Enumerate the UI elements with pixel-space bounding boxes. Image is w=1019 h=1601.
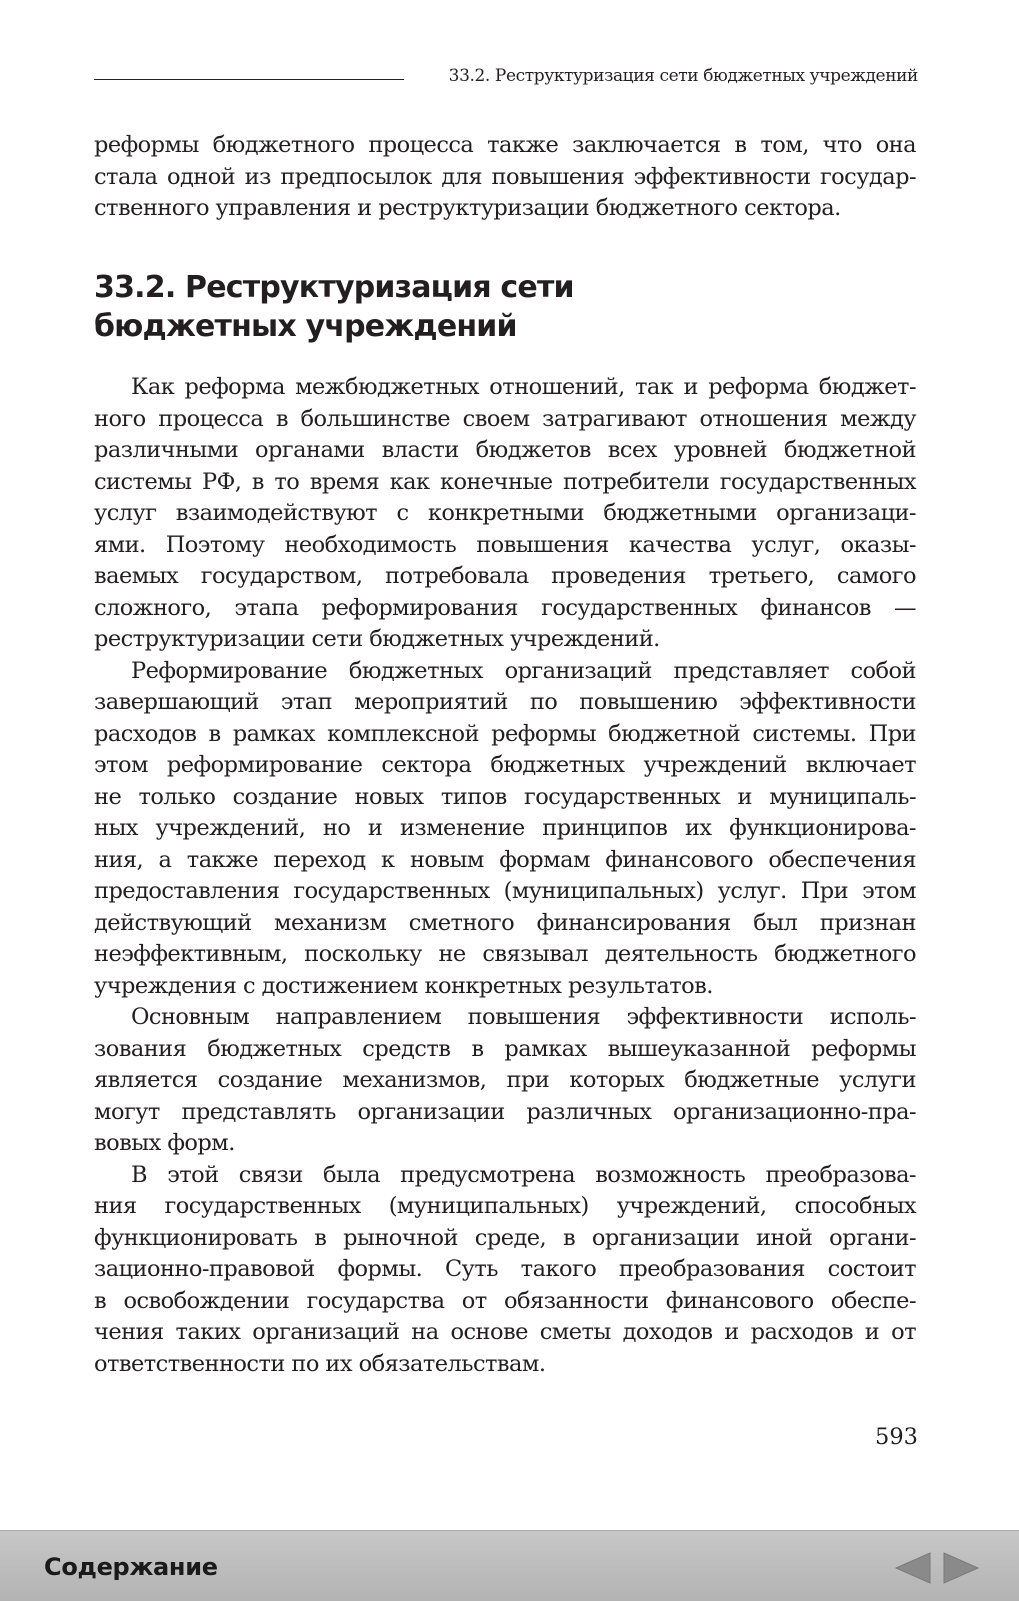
running-head-rule [94, 79, 404, 80]
text-line: стала одной из предпосылок для повышения эффективности государ- [94, 163, 916, 190]
text-line: функционировать в рыночной среде, в организации иной органи- [94, 1224, 916, 1251]
text-line: системы РФ, в то время как конечные потребители государственных [94, 468, 916, 495]
text-line: вовых форм. [94, 1130, 235, 1156]
text-line: Основным направлением повышения эффективности исполь- [131, 1004, 916, 1030]
text-line: завершающий этап мероприятий по повышению эффективности [94, 689, 916, 715]
text-line: учреждения с достижением конкретных результатов. [94, 972, 713, 999]
text-line: ями. Поэтому необходимость повышения качества услуг, оказы- [94, 531, 916, 558]
intro-paragraph [94, 130, 916, 225]
text-line: в освобождении государства от обязанности финансового обеспе- [94, 1287, 916, 1314]
text-line: могут представлять организации различных организационно-пра- [94, 1098, 916, 1125]
section-body [94, 372, 916, 1380]
running-head [94, 62, 918, 86]
section-heading-line: бюджетных учреждений [94, 309, 517, 344]
text-line: зационно-правовой формы. Суть такого преобразования состоит [94, 1256, 916, 1282]
text-line: Реформирование бюджетных организаций представляет собой [131, 657, 916, 684]
text-line: является создание механизмов, при которых бюджетные услуги [94, 1067, 916, 1093]
text-line: реформы бюджетного процесса также заключается в том, что она [94, 132, 916, 158]
text-line: ных учреждений, но и изменение принципов их функционирова- [94, 815, 916, 841]
paragraph-2 [94, 656, 916, 1003]
text-line: зования бюджетных средств в рамках вышеуказанной реформы [94, 1035, 916, 1062]
text-line: различными органами власти бюджетов всех уровней бюджетной [94, 437, 916, 463]
text-line: ственного управления и реструктуризации бюджетного сектора. [94, 195, 841, 221]
section-heading [94, 268, 574, 346]
text-line: ния государственных (муниципальных) учреждений, способных [94, 1193, 916, 1219]
text-line: ваемых государством, потребовала проведения третьего, самого [94, 563, 916, 589]
text-line: реструктуризации сети бюджетных учреждений. [94, 626, 660, 652]
section-heading-line: 33.2. Реструктуризация сети [94, 270, 574, 305]
table-of-contents-link[interactable]: Содержание [44, 1553, 218, 1581]
text-line: чения таких организаций на основе сметы доходов и расходов и от [94, 1319, 916, 1345]
text-line: В этой связи была предусмотрена возможность преобразова- [131, 1161, 916, 1188]
text-line: сложного, этапа реформирования государственных финансов — [94, 594, 916, 621]
text-line: ния, а также переход к новым формам финансового обеспечения [94, 846, 916, 873]
text-line: Как реформа межбюджетных отношений, так и реформа бюджет- [131, 374, 916, 400]
page-number: 593 [875, 1424, 918, 1450]
text-line: не только создание новых типов государственных и муниципаль- [94, 783, 916, 810]
text-line: этом реформирование сектора бюджетных учреждений включает [94, 752, 916, 778]
text-line: неэффективным, поскольку не связывал деятельность бюджетного [94, 941, 916, 967]
text-line: предоставления государственных (муниципальных) услуг. При этом [94, 878, 916, 904]
text-line: услуг взаимодействуют с конкретными бюджетными организаци- [94, 500, 916, 526]
triangle-left-icon[interactable] [894, 1551, 932, 1585]
triangle-right-icon[interactable] [942, 1551, 980, 1585]
paragraph-4 [94, 1160, 916, 1381]
paragraph-1 [94, 372, 916, 656]
text-line: действующий механизм сметного финансирования был признан [94, 909, 916, 936]
navigation-bar [0, 1530, 1019, 1601]
text-line: ного процесса в большинстве своем затрагивают отношения между [94, 405, 916, 432]
text-line: расходов в рамках комплексной реформы бюджетной системы. При [94, 720, 916, 747]
text-line: ответственности по их обязательствам. [94, 1350, 546, 1377]
paragraph-3 [94, 1002, 916, 1160]
running-head-title: 33.2. Реструктуризация сети бюджетных учреждений [448, 66, 918, 86]
